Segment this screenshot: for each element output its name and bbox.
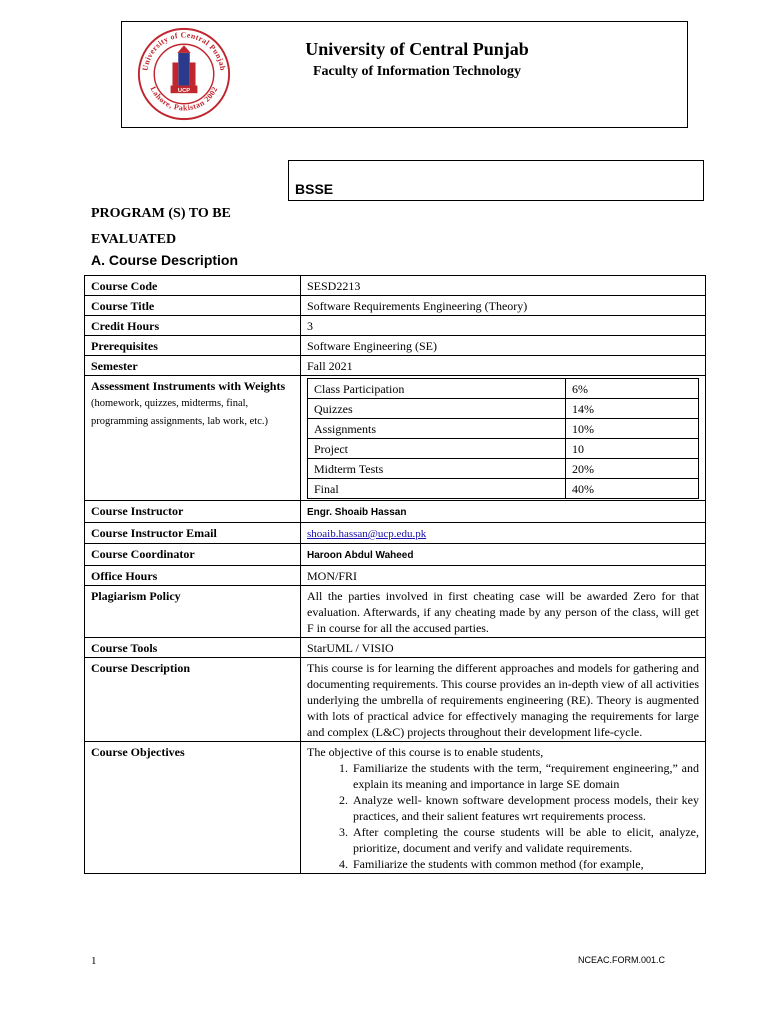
weight-value: 40%: [566, 479, 699, 499]
course-title-label: Course Title: [85, 296, 301, 316]
weight-row: [308, 399, 699, 419]
course-description-label: Course Description: [85, 658, 301, 742]
svg-text:Lahore, Pakistan 2002: Lahore, Pakistan 2002: [148, 84, 220, 113]
letterhead: [121, 21, 688, 128]
weight-name: Midterm Tests: [308, 459, 566, 479]
objectives-list: [307, 760, 699, 872]
weight-value: 20%: [566, 459, 699, 479]
objective-item: 3. After completing the course students will be able to elicit, analyze, prioritize, document and verify and validate requirements.: [351, 824, 699, 856]
table-row: [85, 316, 706, 336]
svg-text:University of Central Punjab: University of Central Punjab: [140, 30, 228, 72]
table-row: [85, 376, 706, 501]
objective-item: 4. Familiarize the students with common method (for example,: [351, 856, 699, 872]
course-tools-label: Course Tools: [85, 638, 301, 658]
assessment-label: Assessment Instruments with Weights: [91, 379, 286, 393]
svg-text:UCP: UCP: [177, 87, 191, 94]
course-title-value: Software Requirements Engineering (Theory): [301, 296, 706, 316]
prerequisites-label: Prerequisites: [85, 336, 301, 356]
instructor-label: Course Instructor: [85, 501, 301, 523]
table-row: [85, 276, 706, 296]
objective-item: 1. Familiarize the students with the term, “requirement engineering,” and explain its meaning and importance in large SE domain: [351, 760, 699, 792]
table-row: [85, 544, 706, 566]
ucp-logo: [136, 26, 232, 122]
course-code-value: SESD2213: [301, 276, 706, 296]
weight-row: [308, 439, 699, 459]
instructor-cell: [301, 501, 706, 523]
table-row: [85, 638, 706, 658]
course-tools-value: StarUML / VISIO: [301, 638, 706, 658]
program-value: BSSE: [295, 181, 334, 197]
coordinator-value: Haroon Abdul Waheed: [307, 550, 414, 561]
course-table: [84, 275, 706, 874]
weights-table: [307, 378, 699, 499]
weight-value: 10: [566, 439, 699, 459]
instructor-email-link[interactable]: shoaib.hassan@ucp.edu.pk: [307, 528, 427, 540]
university-name: University of Central Punjab: [305, 39, 529, 59]
weight-value: 10%: [566, 419, 699, 439]
table-row: [85, 501, 706, 523]
table-row: [85, 523, 706, 544]
plagiarism-label: Plagiarism Policy: [85, 586, 301, 638]
table-row: [85, 586, 706, 638]
page-number: 1: [91, 955, 97, 967]
coordinator-cell: [301, 544, 706, 566]
assessment-label-cell: [85, 376, 301, 501]
weight-value: 6%: [566, 379, 699, 399]
prerequisites-value: Software Engineering (SE): [301, 336, 706, 356]
table-row: [85, 658, 706, 742]
weight-name: Final: [308, 479, 566, 499]
credit-hours-label: Credit Hours: [85, 316, 301, 336]
instructor-email-label: Course Instructor Email: [85, 523, 301, 544]
form-code: NCEAC.FORM.001.C: [578, 955, 666, 965]
weight-row: [308, 459, 699, 479]
table-row: [85, 566, 706, 586]
course-objectives-label: Course Objectives: [85, 742, 301, 874]
objective-item: 2. Analyze well- known software development process models, their key practices, and their salient features wrt requirements process.: [351, 792, 699, 824]
instructor-email-cell: [301, 523, 706, 544]
weight-name: Quizzes: [308, 399, 566, 419]
weight-name: Class Participation: [308, 379, 566, 399]
assessment-note: (homework, quizzes, midterms, final, programming assignments, lab work, etc.): [91, 398, 269, 427]
course-code-label: Course Code: [85, 276, 301, 296]
program-box: [288, 160, 704, 201]
table-row: [85, 356, 706, 376]
course-objectives-cell: [301, 742, 706, 874]
weight-row: [308, 419, 699, 439]
table-row: [85, 296, 706, 316]
weight-name: Assignments: [308, 419, 566, 439]
plagiarism-value: All the parties involved in first cheating case will be awarded Zero for that evaluation. Afterwards, if any cheating made by any person of the class, will get F in course for all the accused parties.: [301, 586, 706, 638]
weight-row: [308, 379, 699, 399]
semester-label: Semester: [85, 356, 301, 376]
course-description-value: This course is for learning the different approaches and models for gathering and documenting requirements. This course provides an in-depth view of all activities underlying the umbrella of requirements engineering (RE). Theory is augmented with lots of practical advice for effectively managing the requirements for large and complex (L&C) projects throughout their development life-cycle.: [301, 658, 706, 742]
assessment-weights-cell: [301, 376, 706, 501]
weight-value: 14%: [566, 399, 699, 419]
weight-row: [308, 479, 699, 499]
section-heading: A. Course Description: [91, 252, 239, 268]
semester-value: Fall 2021: [301, 356, 706, 376]
table-row: [85, 742, 706, 874]
weight-name: Project: [308, 439, 566, 459]
objectives-intro: The objective of this course is to enable students,: [307, 745, 544, 759]
faculty-name: Faculty of Information Technology: [312, 64, 522, 79]
office-hours-value: MON/FRI: [301, 566, 706, 586]
credit-hours-value: 3: [301, 316, 706, 336]
office-hours-label: Office Hours: [85, 566, 301, 586]
instructor-value: Engr. Shoaib Hassan: [307, 507, 407, 518]
program-label: PROGRAM (S) TO BE EVALUATED: [91, 206, 231, 247]
table-row: [85, 336, 706, 356]
coordinator-label: Course Coordinator: [85, 544, 301, 566]
